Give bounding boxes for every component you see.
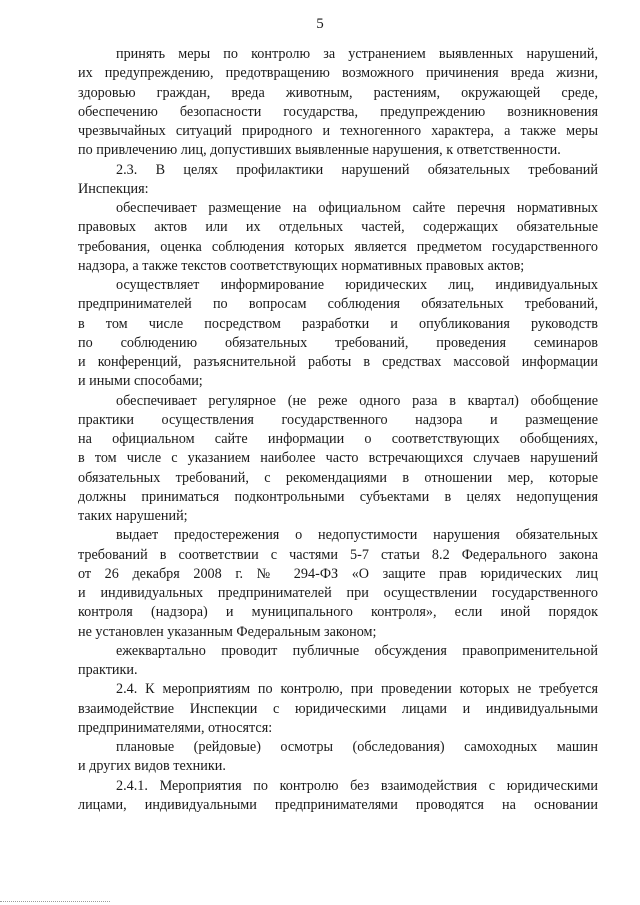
text-line: практики осуществления государственного надзора и размещение: [78, 411, 598, 428]
page-number: 5: [316, 16, 324, 32]
text-line: 2.4.1. Мероприятия по контролю без взаимодействия с юридическими: [116, 777, 598, 794]
text-line: и иными способами;: [78, 373, 203, 390]
text-line: должны приниматься подконтрольными субъектами в целях недопущения: [78, 488, 598, 505]
text-line: лицами, индивидуальными предпринимателями проводятся на основании: [78, 796, 598, 813]
text-line: принять меры по контролю за устранением выявленных нарушений,: [116, 46, 598, 62]
text-line: выдает предостережения о недопустимости нарушения обязательных: [116, 527, 598, 544]
text-line: на официальном сайте информации о соответствующих обобщениях,: [78, 431, 598, 447]
text-line: обеспечивает регулярное (не реже одного раза в квартал) обобщение: [116, 392, 598, 409]
text-line: по соблюдению обязательных требований, проведения семинаров: [78, 334, 598, 351]
text-line: контроля (надзора) и муниципального контроля», если иной порядок: [78, 604, 598, 621]
text-line: ежеквартально проводит публичные обсуждения правоприменительной: [116, 642, 598, 659]
text-line: 2.3. В целях профилактики нарушений обязательных требований: [116, 161, 598, 178]
text-line: предпринимателями, относятся:: [78, 719, 273, 736]
text-line: надзора, а также текстов соответствующих нормативных правовых актов;: [78, 257, 525, 274]
text-line: предпринимателей по вопросам соблюдения обязательных требований,: [78, 296, 598, 313]
text-line: требования, оценка соблюдения которых является предметом государственного: [78, 238, 598, 255]
text-line: в том числе с указанием наиболее часто встречающихся случаев нарушений: [78, 450, 598, 467]
text-line: практики.: [78, 662, 138, 678]
text-line: осуществляет информирование юридических лиц, индивидуальных: [116, 277, 598, 293]
text-line: обеспечению безопасности государства, предупреждению возникновения: [78, 103, 598, 120]
text-line: Инспекция:: [78, 180, 149, 197]
text-line: их предупреждению, предотвращению возможного причинения вреда жизни,: [78, 65, 598, 82]
text-line: 2.4. К мероприятиям по контролю, при проведении которых не требуется: [116, 681, 598, 698]
text-line: обеспечивает размещение на официальном сайте перечня нормативных: [116, 200, 598, 216]
text-line: плановые (рейдовые) осмотры (обследования) самоходных машин: [116, 739, 598, 755]
document-body: [78, 45, 598, 815]
text-line: в том числе посредством разработки и опубликования руководств: [78, 315, 598, 332]
text-line: требований в соответствии с частями 5-7 статьи 8.2 Федерального закона: [78, 546, 598, 563]
text-line: таких нарушений;: [78, 508, 188, 524]
text-line: и конференций, разъяснительной работы в средствах массовой информации: [78, 354, 598, 370]
text-line: и других видов техники.: [78, 758, 226, 775]
footer-rule: [0, 901, 110, 903]
text-line: здоровью граждан, вреда животным, растениям, окружающей среде,: [78, 84, 598, 101]
text-line: не установлен указанным Федеральным законом;: [78, 623, 377, 640]
text-line: по привлечению лиц, допустивших выявленные нарушения, к ответственности.: [78, 142, 561, 159]
text-line: чрезвычайных ситуаций природного и техногенного характера, а также меры: [78, 123, 598, 139]
text-line: обязательных требований, с рекомендациями в отношении мер, которые: [78, 469, 598, 486]
text-line: правовых актов или их отдельных частей, содержащих обязательные: [78, 219, 598, 236]
text-line: и индивидуальных предпринимателей при осуществлении государственного: [78, 585, 598, 601]
text-line: взаимодействие Инспекции с юридическими лицами и индивидуальными: [78, 700, 598, 717]
text-line: от 26 декабря 2008 г. № 294-ФЗ «О защите прав юридических лиц: [78, 565, 598, 582]
